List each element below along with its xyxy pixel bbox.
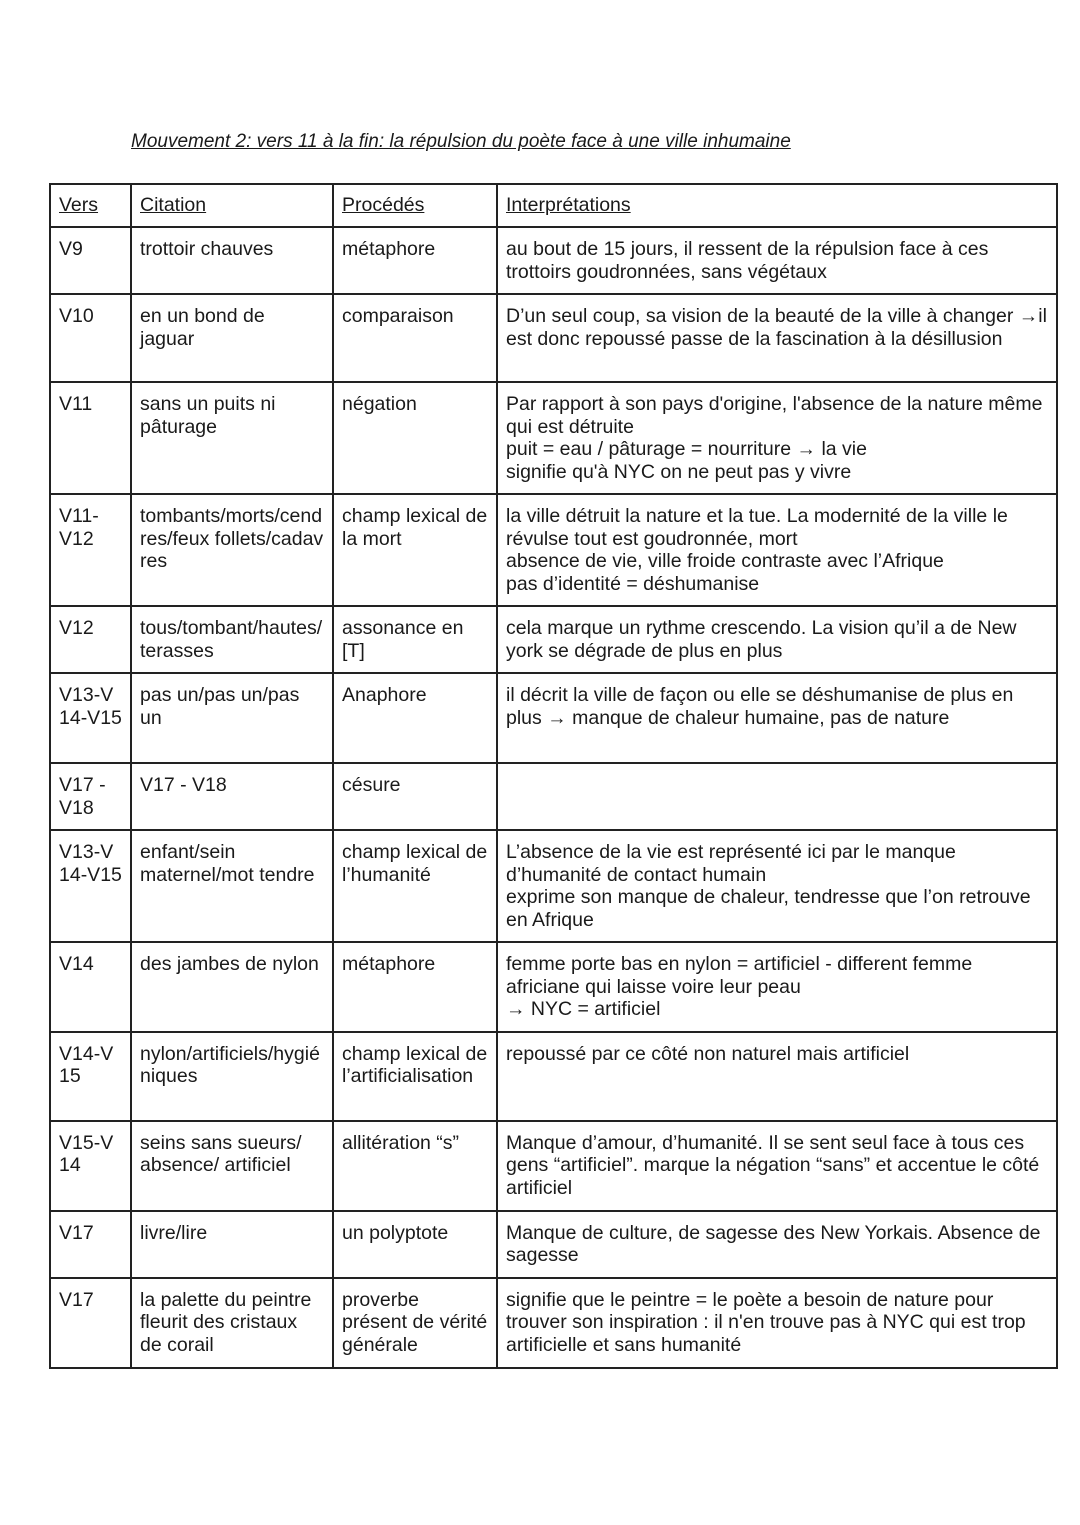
interpretation-cell	[497, 1121, 1057, 1211]
interpretation-line: au bout de 15 jours, il ressent de la répulsion face à ces trottoirs goudronnées, sans végétaux	[506, 238, 989, 283]
citation-cell: en un bond de jaguar	[131, 294, 333, 382]
table-row	[50, 227, 1057, 294]
interpretation-cell	[497, 942, 1057, 1032]
table-row	[50, 1211, 1057, 1278]
table-row	[50, 1032, 1057, 1121]
procede-cell: champ lexical de l’humanité	[333, 830, 497, 942]
interpretation-cell	[497, 1278, 1057, 1368]
header-procedes: Procédés	[333, 184, 497, 227]
procede-cell: assonance en [T]	[333, 606, 497, 673]
procede-cell: champ lexical de l’artificialisation	[333, 1032, 497, 1121]
procede-cell: proverbe présent de vérité générale	[333, 1278, 497, 1368]
citation-cell: sans un puits ni pâturage	[131, 382, 333, 494]
interpretation-line: repoussé par ce côté non naturel mais artificiel	[506, 1042, 910, 1065]
vers-cell: V17	[50, 1211, 131, 1278]
citation-cell: trottoir chauves	[131, 227, 333, 294]
citation-cell: livre/lire	[131, 1211, 333, 1278]
vers-cell: V15-V14	[50, 1121, 131, 1211]
analysis-table	[49, 183, 1058, 1369]
vers-cell: V11	[50, 382, 131, 494]
procede-cell: négation	[333, 382, 497, 494]
citation-cell: nylon/artificiels/hygiéniques	[131, 1032, 333, 1121]
header-citation: Citation	[131, 184, 333, 227]
interpretation-cell	[497, 494, 1057, 606]
interpretation-cell	[497, 382, 1057, 494]
interpretation-cell	[497, 830, 1057, 942]
procede-cell: allitération “s”	[333, 1121, 497, 1211]
procede-cell: champ lexical de la mort	[333, 494, 497, 606]
citation-cell: enfant/sein maternel/mot tendre	[131, 830, 333, 942]
citation-cell: des jambes de nylon	[131, 942, 333, 1032]
interpretation-line: Manque d’amour, d’humanité. Il se sent seul face à tous ces gens “artificiel”. marque la négation “sans” et accentue le côté artificiel	[506, 1131, 1040, 1199]
vers-cell: V11-V12	[50, 494, 131, 606]
interpretation-cell	[497, 673, 1057, 763]
citation-cell: pas un/pas un/pas un	[131, 673, 333, 763]
table-row	[50, 1121, 1057, 1211]
page-title: Mouvement 2: vers 11 à la fin: la répulsion du poète face à une ville inhumaine	[131, 131, 791, 152]
table-row	[50, 763, 1057, 830]
interpretation-line: il décrit la ville de façon ou elle se déshumanise de plus en plus → manque de chaleur humaine, pas de nature	[506, 684, 1014, 729]
citation-cell: seins sans sueurs/ absence/ artificiel	[131, 1121, 333, 1211]
procede-cell: césure	[333, 763, 497, 830]
interpretation-line: Manque de culture, de sagesse des New Yorkais. Absence de sagesse	[506, 1221, 1041, 1266]
procede-cell: métaphore	[333, 942, 497, 1032]
vers-cell: V13-V14-V15	[50, 830, 131, 942]
vers-cell: V14-V15	[50, 1032, 131, 1121]
interpretation-cell	[497, 1211, 1057, 1278]
vers-cell: V12	[50, 606, 131, 673]
table-row	[50, 830, 1057, 942]
interpretation-line: cela marque un rythme crescendo. La vision qu’il a de New york se dégrade de plus en plus	[506, 617, 1017, 662]
interpretation-line: D’un seul coup, sa vision de la beauté de la ville à changer →il est donc repoussé passe de la fascination à la désillusion	[506, 305, 1047, 350]
citation-cell: tombants/morts/cendres/feux follets/cadavres	[131, 494, 333, 606]
interpretation-line: pas d’identité = déshumanise	[506, 572, 760, 595]
vers-cell: V14	[50, 942, 131, 1032]
interpretation-line: absence de vie, ville froide contraste avec l’Afrique	[506, 550, 944, 572]
interpretation-cell	[497, 763, 1057, 830]
table-row	[50, 294, 1057, 382]
interpretation-line: → NYC = artificiel	[506, 998, 661, 1020]
procede-cell: métaphore	[333, 227, 497, 294]
interpretation-cell	[497, 1032, 1057, 1121]
table-row	[50, 494, 1057, 606]
vers-cell: V9	[50, 227, 131, 294]
interpretation-line: puit = eau / pâturage = nourriture → la vie	[506, 438, 867, 460]
interpretation-cell	[497, 606, 1057, 673]
interpretation-line: L’absence de la vie est représenté ici par le manque d’humanité de contact humain	[506, 841, 956, 886]
table-header-row	[50, 184, 1057, 227]
interpretation-line: femme porte bas en nylon = artificiel - different femme africiane qui laisse voire leur peau	[506, 953, 973, 998]
citation-cell: la palette du peintre fleurit des cristaux de corail	[131, 1278, 333, 1368]
interpretation-line: signifie que le peintre = le poète a besoin de nature pour trouver son inspiration : il n'en trouve pas à NYC qui est trop artificielle et sans humanité	[506, 1288, 1026, 1356]
table-row	[50, 382, 1057, 494]
vers-cell: V13-V14-V15	[50, 673, 131, 763]
table-row	[50, 1278, 1057, 1368]
interpretation-line: la ville détruit la nature et la tue. La modernité de la ville le révulse tout est goudronnée, mort	[506, 505, 1008, 550]
vers-cell: V17 - V18	[50, 763, 131, 830]
interpretation-cell	[497, 227, 1057, 294]
procede-cell: comparaison	[333, 294, 497, 382]
interpretation-line: Par rapport à son pays d'origine, l'absence de la nature même qui est détruite	[506, 393, 1043, 438]
table-row	[50, 673, 1057, 763]
table-row	[50, 942, 1057, 1032]
interpretation-line: signifie qu'à NYC on ne peut pas y vivre	[506, 460, 852, 483]
interpretation-cell	[497, 294, 1057, 382]
procede-cell: Anaphore	[333, 673, 497, 763]
header-vers: Vers	[50, 184, 131, 227]
citation-cell: V17 - V18	[131, 763, 333, 830]
vers-cell: V10	[50, 294, 131, 382]
interpretation-line: exprime son manque de chaleur, tendresse que l’on retrouve en Afrique	[506, 886, 1031, 931]
vers-cell: V17	[50, 1278, 131, 1368]
table-row	[50, 606, 1057, 673]
citation-cell: tous/tombant/hautes/terasses	[131, 606, 333, 673]
header-interpretations: Interprétations	[497, 184, 1057, 227]
procede-cell: un polyptote	[333, 1211, 497, 1278]
